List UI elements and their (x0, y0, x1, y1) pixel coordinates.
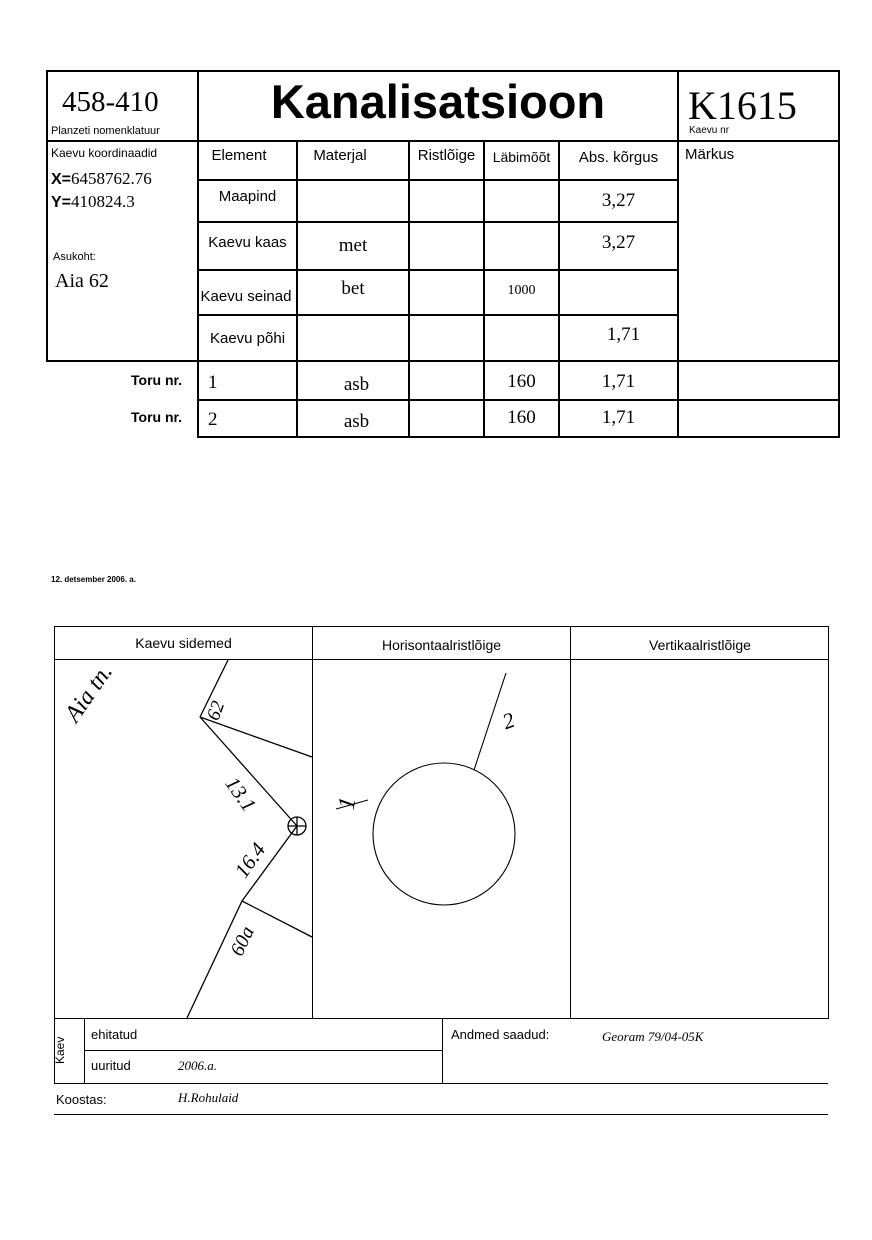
footer-side-label: Kaev (53, 1036, 67, 1064)
location-label: Asukoht: (53, 251, 96, 263)
hand-pipe-1-label: 1 (333, 795, 362, 812)
sketch-header-vertical: Vertikaalristlõige (649, 637, 751, 653)
built-label: ehitatud (91, 1027, 138, 1042)
well-number-label: Kaevu nr (689, 125, 730, 136)
well-number: K1615 (688, 83, 797, 128)
ref-line-62-right (200, 717, 312, 757)
row-element-bottom: Kaevu põhi (209, 329, 286, 347)
map-sheet-number: 458-410 (62, 86, 159, 118)
hand-pipe-2-label: 2 (498, 706, 518, 735)
hand-street-name: Aia tn. (60, 659, 119, 727)
col-header-element: Element (211, 146, 267, 164)
hand-house-62: 62 (202, 698, 230, 724)
row-lid-abs: 3,27 (601, 232, 636, 253)
manhole-cross-section (373, 763, 515, 905)
location-value: Aia 62 (55, 270, 109, 292)
hand-distance-16-4: 16.4 (229, 838, 271, 883)
x-value: 6458762.76 (71, 169, 152, 188)
row-walls-diameter: 1000 (507, 283, 536, 298)
surveyed-value: 2006.a. (178, 1058, 217, 1073)
compiled-label: Koostas: (56, 1092, 107, 1107)
source-value: Georam 79/04-05K (602, 1029, 704, 1044)
map-sheet-label: Planzeti nomenklatuur (51, 125, 160, 137)
pipe-1-diameter: 160 (507, 371, 536, 392)
pipe-1-material: asb (343, 374, 370, 395)
compiled-value: H.Rohulaid (178, 1090, 239, 1105)
surveyed-label: uuritud (91, 1058, 131, 1073)
pipe-1-abs: 1,71 (601, 371, 636, 392)
pipe-2-diameter: 160 (507, 407, 536, 428)
sketch-header-connections: Kaevu sidemed (135, 635, 232, 651)
row-lid-material: met (338, 235, 368, 256)
hand-distance-13-1: 13.1 (220, 772, 262, 817)
y-label: Y= (51, 194, 72, 211)
y-value: 410824.3 (71, 192, 135, 211)
pipe-2-abs: 1,71 (601, 407, 636, 428)
ref-line-60a (187, 901, 242, 1018)
col-header-diameter: Läbimõõt (492, 149, 551, 165)
row-bottom-abs: 1,71 (606, 324, 641, 345)
col-header-cross-section: Ristlõige (417, 146, 476, 164)
col-header-remarks: Märkus (685, 146, 735, 163)
pipe-1-number: 1 (208, 372, 218, 393)
row-element-ground: Maapind (218, 187, 277, 205)
page-title: Kanalisatsioon (270, 75, 606, 128)
pipe-2-material: asb (343, 411, 370, 432)
source-label: Andmed saadud: (451, 1027, 550, 1042)
pipe-2-direction-line (474, 673, 506, 770)
pipe-1-label: Toru nr. (131, 372, 183, 388)
col-header-abs-elevation: Abs. kõrgus (578, 148, 659, 166)
col-header-material: Materjal (313, 146, 367, 164)
sketch-header-horizontal: Horisontaalristlõige (381, 637, 502, 653)
x-label: X= (51, 171, 72, 188)
row-element-lid: Kaevu kaas (208, 233, 287, 251)
pipe-2-label: Toru nr. (131, 409, 183, 425)
row-ground-abs: 3,27 (601, 190, 636, 211)
coords-label: Kaevu koordinaadid (51, 146, 158, 160)
row-element-walls: Kaevu seinad (200, 287, 292, 305)
hand-house-60a: 60a (226, 923, 259, 960)
row-walls-material: bet (341, 278, 365, 299)
document-date: 12. detsember 2006. a. (51, 575, 136, 584)
pipe-2-number: 2 (208, 409, 218, 430)
